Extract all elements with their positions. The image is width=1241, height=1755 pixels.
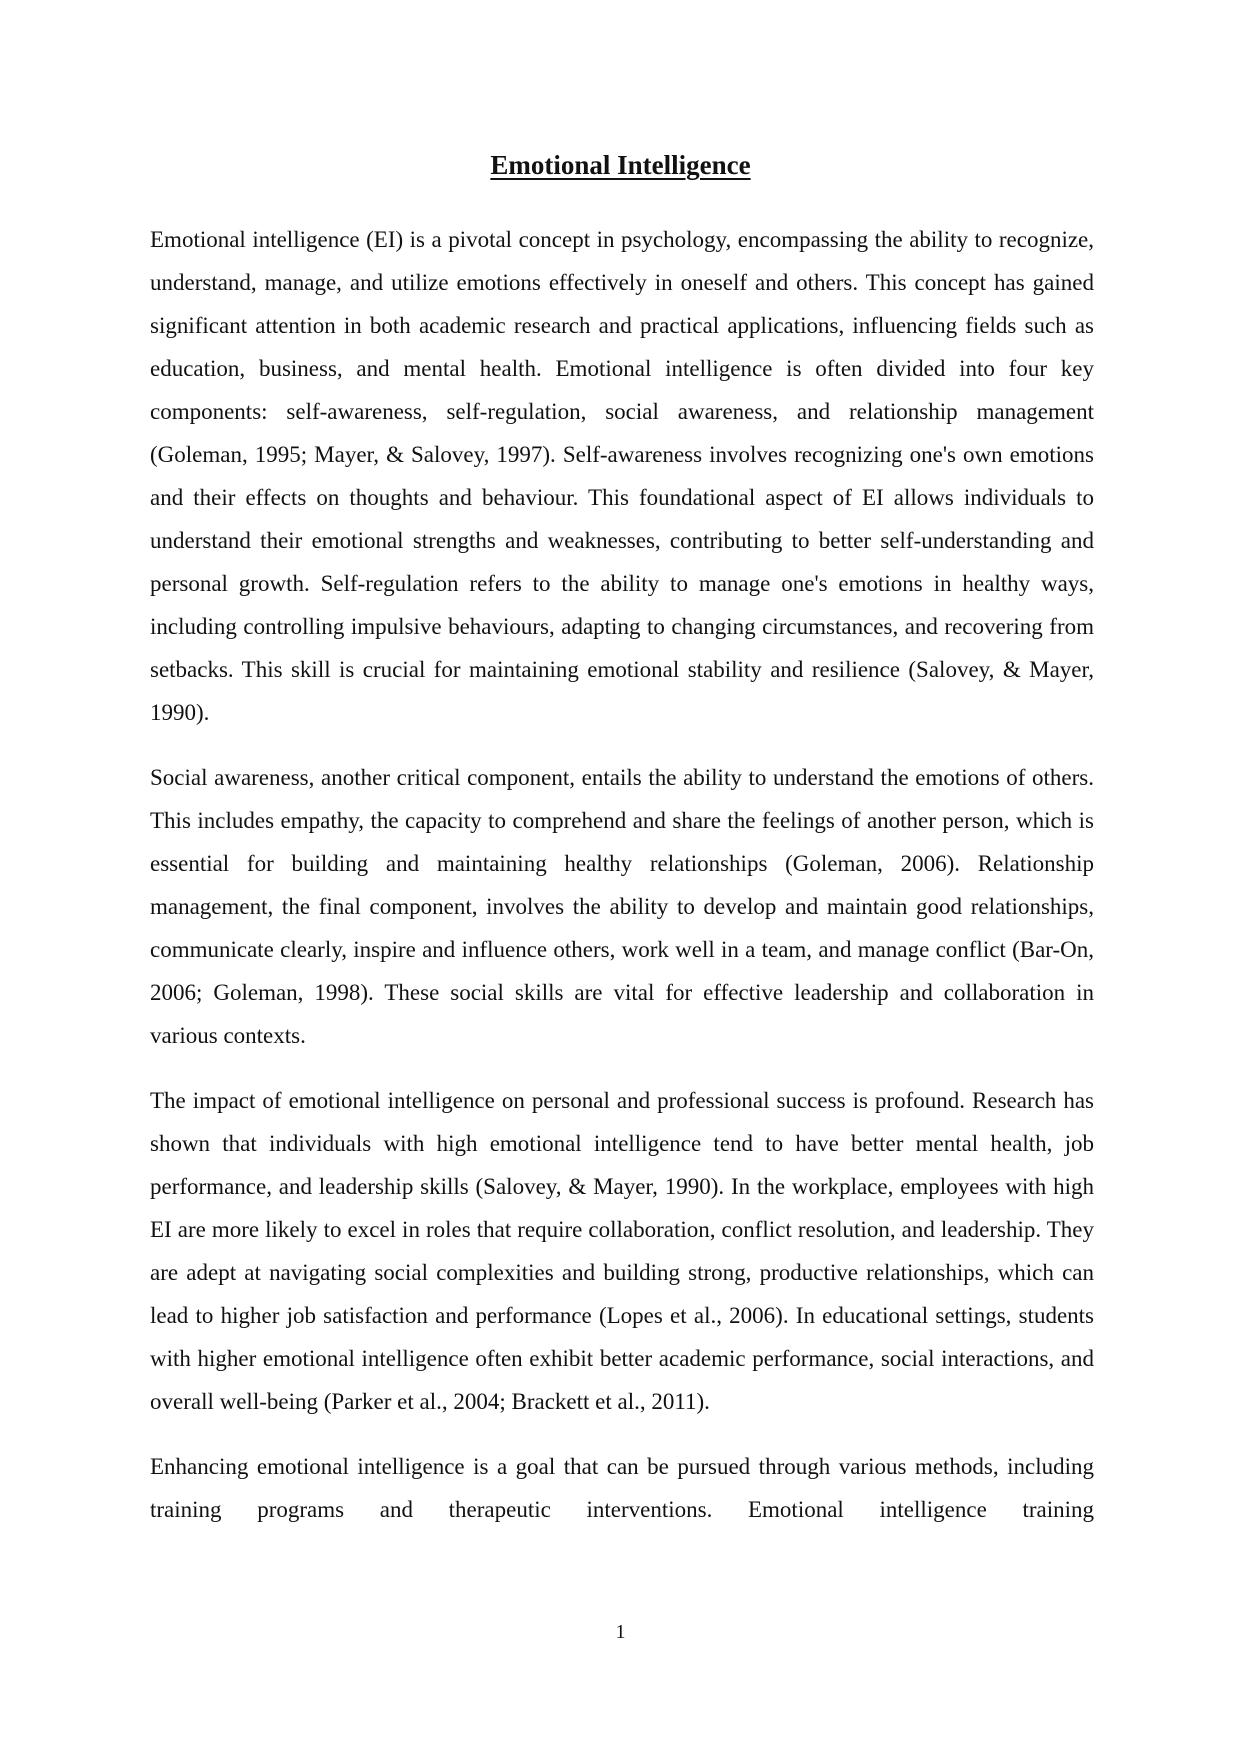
paragraph: The impact of emotional intelligence on personal and professional success is profound. Research has shown that individuals with high emotional intelligence tend to have better mental health, job performance, and leadership skills (Salovey, & Mayer, 1990). In the workplace, employees with high EI are more likely to excel in roles that require collaboration, conflict resolution, and leadership. They are adept at navigating social complexities and building strong, productive relationships, which can lead to higher job satisfaction and performance (Lopes et al., 2006). In educational settings, students with higher emotional intelligence often exhibit better academic performance, social interactions, and overall well-being (Parker et al., 2004; Brackett et al., 2011).: [150, 1088, 1094, 1414]
document-body: [150, 218, 1094, 1553]
document-title: Emotional Intelligence: [490, 150, 751, 180]
paragraph: Emotional intelligence (EI) is a pivotal concept in psychology, encompassing the ability to recognize, understand, manage, and utilize emotions effectively in oneself and others. This concept has gained significant attention in both academic research and practical applications, influencing fields such as education, business, and mental health. Emotional intelligence is often divided into four key components: self-awareness, self-regulation, social awareness, and relationship management (Goleman, 1995; Mayer, & Salovey, 1997). Self-awareness involves recognizing one's own emotions and their effects on thoughts and behaviour. This foundational aspect of EI allows individuals to understand their emotional strengths and weaknesses, contributing to better self-understanding and personal growth. Self-regulation refers to the ability to manage one's emotions in healthy ways, including controlling impulsive behaviours, adapting to changing circumstances, and recovering from setbacks. This skill is crucial for maintaining emotional stability and resilience (Salovey, & Mayer, 1990).: [150, 227, 1094, 725]
paragraph: Enhancing emotional intelligence is a goal that can be pursued through various methods, including training programs and therapeutic interventions. Emotional intelligence training: [150, 1454, 1094, 1522]
page-number: 1: [615, 1621, 626, 1643]
paragraph: Social awareness, another critical component, entails the ability to understand the emotions of others. This includes empathy, the capacity to comprehend and share the feelings of another person, which is essential for building and maintaining healthy relationships (Goleman, 2006). Relationship management, the final component, involves the ability to develop and maintain good relationships, communicate clearly, inspire and influence others, work well in a team, and manage conflict (Bar-On, 2006; Goleman, 1998). These social skills are vital for effective leadership and collaboration in various contexts.: [150, 765, 1094, 1048]
